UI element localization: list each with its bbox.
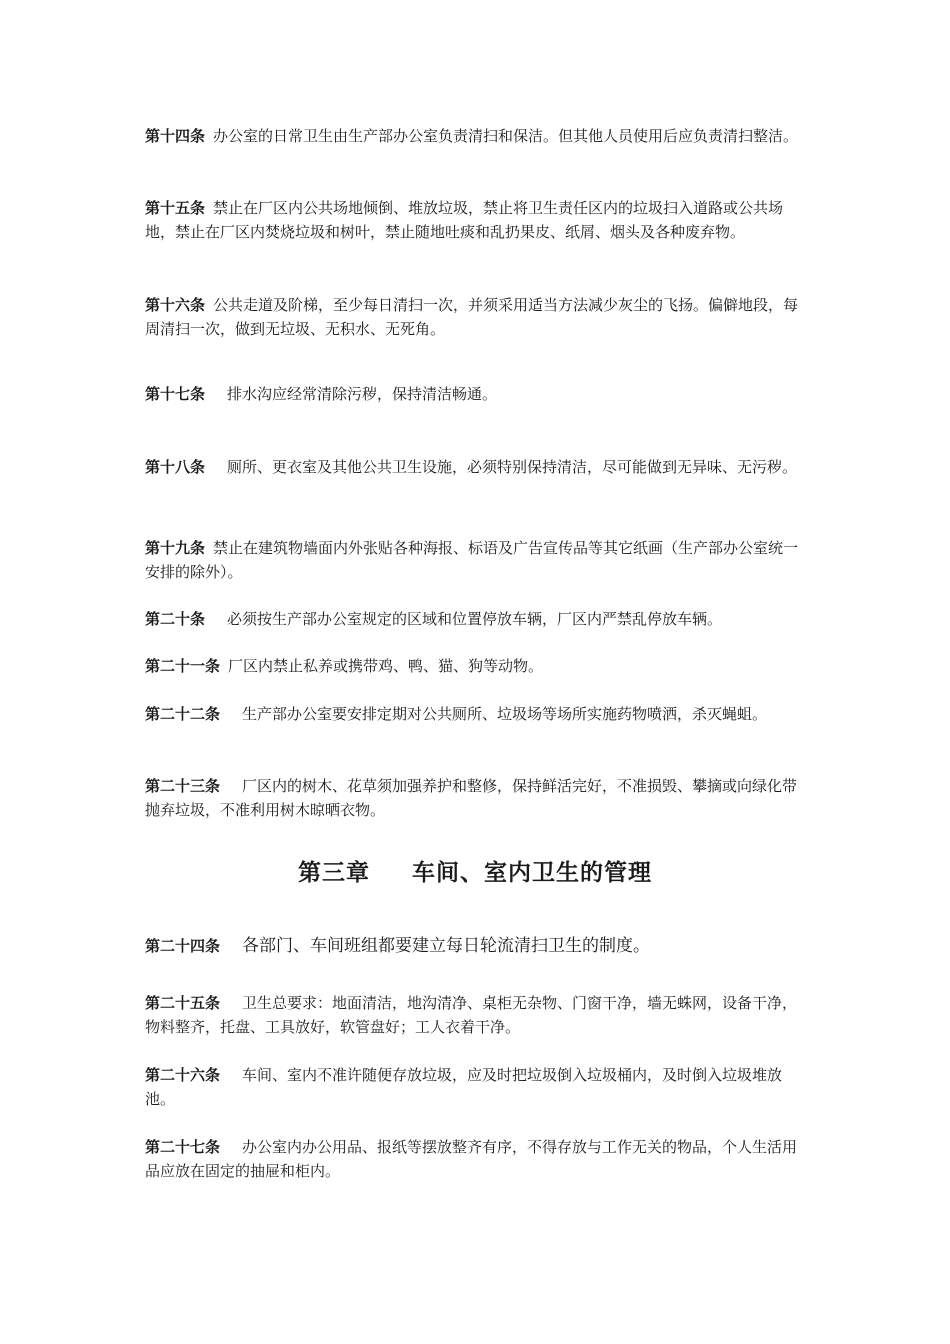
- article-text: 公共走道及阶梯，至少每日清扫一次，并须采用适当方法减少灰尘的飞扬。偏僻地段，每周清扫一次，做到无垃圾、无积水、无死角。: [145, 296, 799, 338]
- article-14: [145, 124, 810, 148]
- article-number: 第二十四条: [145, 937, 221, 955]
- article-number: 第十七条: [145, 385, 206, 403]
- article-text: 厂区内禁止私养或携带鸡、鸭、猫、狗等动物。: [228, 657, 544, 675]
- article-text: 排水沟应经常清除污秽，保持清洁畅通。: [227, 385, 498, 403]
- article-text: 厕所、更衣室及其他公共卫生设施，必须特别保持清洁，尽可能做到无异味、无污秽。: [227, 458, 798, 476]
- article-number: 第二十五条: [145, 994, 221, 1012]
- article-number: 第二十六条: [145, 1066, 221, 1084]
- article-number: 第二十二条: [145, 705, 221, 723]
- article-text: 卫生总要求：地面清洁，地沟清净、桌柜无杂物、门窗干净，墙无蛛网，设备干净，物料整齐，托盘、工具放好，软管盘好；工人衣着干净。: [145, 994, 798, 1036]
- article-text: 车间、室内不准许随便存放垃圾，应及时把垃圾倒入垃圾桶内，及时倒入垃圾堆放池。: [145, 1066, 783, 1108]
- article-text: 厂区内的树木、花草须加强养护和整修，保持鲜活完好，不准损毁、攀摘或向绿化带抛弃垃圾，不准利用树木晾晒衣物。: [145, 777, 798, 819]
- article-23: [145, 774, 810, 822]
- article-text: 办公室内办公用品、报纸等摆放整齐有序，不得存放与工作无关的物品，个人生活用品应放在固定的抽屉和柜内。: [145, 1138, 798, 1180]
- article-text: 禁止在厂区内公共场地倾倒、堆放垃圾，禁止将卫生责任区内的垃圾扫入道路或公共场地，禁止在厂区内焚烧垃圾和树叶，禁止随地吐痰和乱扔果皮、纸屑、烟头及各种废弃物。: [145, 199, 784, 241]
- article-number: 第二十七条: [145, 1138, 221, 1156]
- article-number: 第十五条: [145, 199, 206, 217]
- article-text: 办公室的日常卫生由生产部办公室负责清扫和保洁。但其他人员使用后应负责清扫整洁。: [213, 127, 799, 145]
- article-number: 第二十三条: [145, 777, 221, 795]
- article-21: [145, 654, 810, 678]
- article-27: [145, 1135, 810, 1183]
- article-number: 第二十一条: [145, 657, 221, 675]
- chapter-heading: [0, 854, 950, 887]
- article-17: [145, 382, 810, 406]
- article-number: 第十九条: [145, 539, 206, 557]
- article-26: [145, 1063, 810, 1111]
- article-number: 第十八条: [145, 458, 206, 476]
- article-20: [145, 607, 810, 631]
- article-text: 各部门、车间班组都要建立每日轮流清扫卫生的制度。: [242, 936, 651, 956]
- article-text: 禁止在建筑物墙面内外张贴各种海报、标语及广告宣传品等其它纸画（生产部办公室统一安排的除外）。: [145, 539, 799, 581]
- article-number: 第二十条: [145, 610, 206, 628]
- article-25: [145, 991, 810, 1039]
- chapter-title: 车间、室内卫生的管理: [412, 859, 652, 886]
- article-18: [145, 449, 810, 485]
- article-number: 第十四条: [145, 127, 206, 145]
- chapter-number: 第三章: [298, 859, 370, 886]
- article-text: 生产部办公室要安排定期对公共厕所、垃圾场等场所实施药物喷洒，杀灭蝇蛆。: [242, 705, 768, 723]
- article-24: [145, 934, 810, 958]
- article-15: [145, 196, 810, 244]
- article-22: [145, 702, 810, 726]
- article-text: 必须按生产部办公室规定的区域和位置停放车辆，厂区内严禁乱停放车辆。: [227, 610, 723, 628]
- article-16: [145, 293, 810, 341]
- article-number: 第十六条: [145, 296, 206, 314]
- article-19: [145, 536, 810, 584]
